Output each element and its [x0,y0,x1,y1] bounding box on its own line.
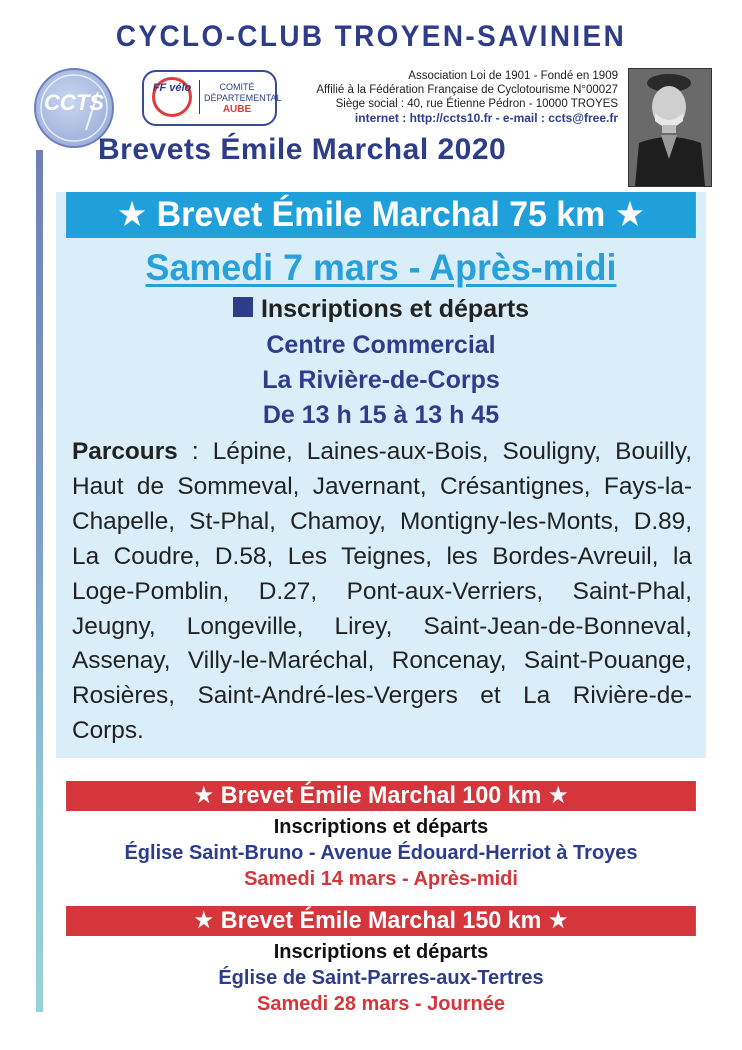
aube-text: AUBE [222,104,252,115]
club-name: CYCLO-CLUB TROYEN-SAVINIEN [115,20,627,53]
assoc-line-founded: Association Loi de 1901 - Fondé en 1909 [408,70,618,82]
brevet-100-date: Samedi 14 mars - Après-midi [244,868,518,890]
brevet-75-inscriptions [56,295,706,324]
parcours-route: : Lépine, Laines-aux-Bois, Souligny, Bouilly, Haut de Sommeval, Javernant, Crésantignes, Fays-la-Chapelle, St-Phal, Chamoy, Montigny-les-Monts, D.89, La Coudre, D.58, Les Teignes, les Bordes-Avreuil, la Loge-Pomblin, D.27, Pont-aux-Verriers, Saint-Phal, Jeugny, Longeville, Lirey, Saint-Jean-de-Bonneval, Assenay, Villy-le-Maréchal, Roncenay, Saint-Pouange, Rosières, Saint-André-les-Vergers et La Rivière-de-Corps. [72,438,692,745]
parcours-label: Parcours [72,438,178,465]
brevet-75-location-line1: Centre Commercial [266,331,496,359]
square-bullet-icon [233,297,253,317]
event-title: Brevets Émile Marchal 2020 [98,133,507,166]
brevet-100-location: Église Saint-Bruno - Avenue Édouard-Herriot à Troyes [124,842,638,864]
brevet-150-title: ★ Brevet Émile Marchal 150 km ★ [66,906,696,936]
portrait-image [629,69,711,186]
contact-line[interactable]: internet : http://ccts10.fr - e-mail : ccts@free.fr [354,111,618,125]
assoc-line-affiliation: Affilié à la Fédération Française de Cyclotourisme N°00027 [316,84,618,96]
assoc-line-address: Siège social : 40, rue Étienne Pédron - 10000 TROYES [335,98,618,110]
brevet-150-location: Église de Saint-Parres-aux-Tertres [218,967,544,989]
logo-divider [199,80,200,114]
brevet-75-time: De 13 h 15 à 13 h 45 [262,401,500,429]
ffvelo-logo-text: FF vélo [152,82,192,94]
brevet-75-inscriptions-label: Inscriptions et départs [260,295,530,323]
left-decorative-bar [36,150,43,1012]
ffvelo-comite-logo [142,70,282,126]
ccts-logo-text: CCTS [44,90,104,115]
comite-text: COMITÉ DÉPARTEMENTAL [204,82,282,103]
brevet-150-date: Samedi 28 mars - Journée [257,993,505,1015]
brevet-75-location-line2: La Rivière-de-Corps [262,366,500,394]
brevet-75-parcours [72,435,692,749]
association-info [298,69,618,125]
brevet-150-inscriptions: Inscriptions et départs [273,941,489,963]
comite-block [204,82,282,115]
brevet-100-inscriptions: Inscriptions et départs [273,816,489,838]
brevet-75-date: Samedi 7 mars - Après-midi [145,247,617,288]
brevet-75-title: ★ Brevet Émile Marchal 75 km ★ [66,192,696,238]
emile-marchal-portrait [628,68,712,187]
brevet-75-location [56,328,706,433]
brevet-100-title: ★ Brevet Émile Marchal 100 km ★ [66,781,696,811]
